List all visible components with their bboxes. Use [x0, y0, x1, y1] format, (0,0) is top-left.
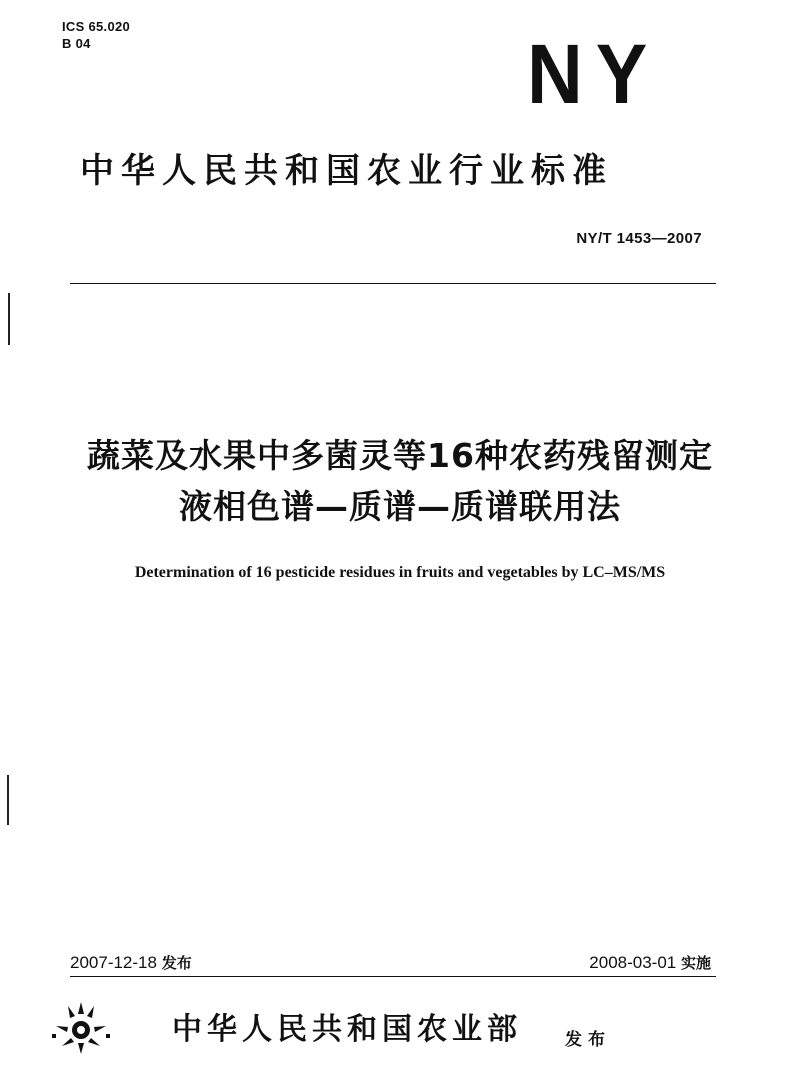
standard-number: NY/T 1453—2007: [576, 230, 702, 247]
issuer-name: 中华人民共和国农业部: [172, 1012, 522, 1047]
implementation-label: 实施: [680, 954, 711, 972]
scan-edge-mark: [7, 775, 9, 825]
footer-divider: [70, 976, 716, 977]
issue-label: 发布: [161, 954, 192, 972]
title-chinese-line2: 液相色谱—质谱—质谱联用法: [179, 487, 621, 526]
title-chinese-line1: 蔬菜及水果中多菌灵等16种农药残留测定: [87, 436, 713, 475]
header-divider: [70, 283, 716, 284]
ny-logo: NY: [527, 27, 661, 121]
standard-type-heading: 中华人民共和国农业行业标准: [80, 151, 613, 191]
issuer-action: 发布: [565, 1030, 611, 1050]
issue-date-block: [70, 952, 192, 974]
ics-code: ICS 65.020: [62, 19, 131, 34]
ccs-code: B 04: [62, 36, 91, 51]
implementation-date: 2008-03-01: [589, 953, 677, 972]
scan-edge-mark: [8, 293, 10, 345]
ministry-emblem-icon: [48, 996, 114, 1060]
title-english: Determination of 16 pesticide residues in fruits and vegetables by LC–MS/MS: [134, 564, 666, 581]
implementation-date-block: [589, 952, 711, 974]
issue-date: 2007-12-18: [70, 953, 157, 972]
